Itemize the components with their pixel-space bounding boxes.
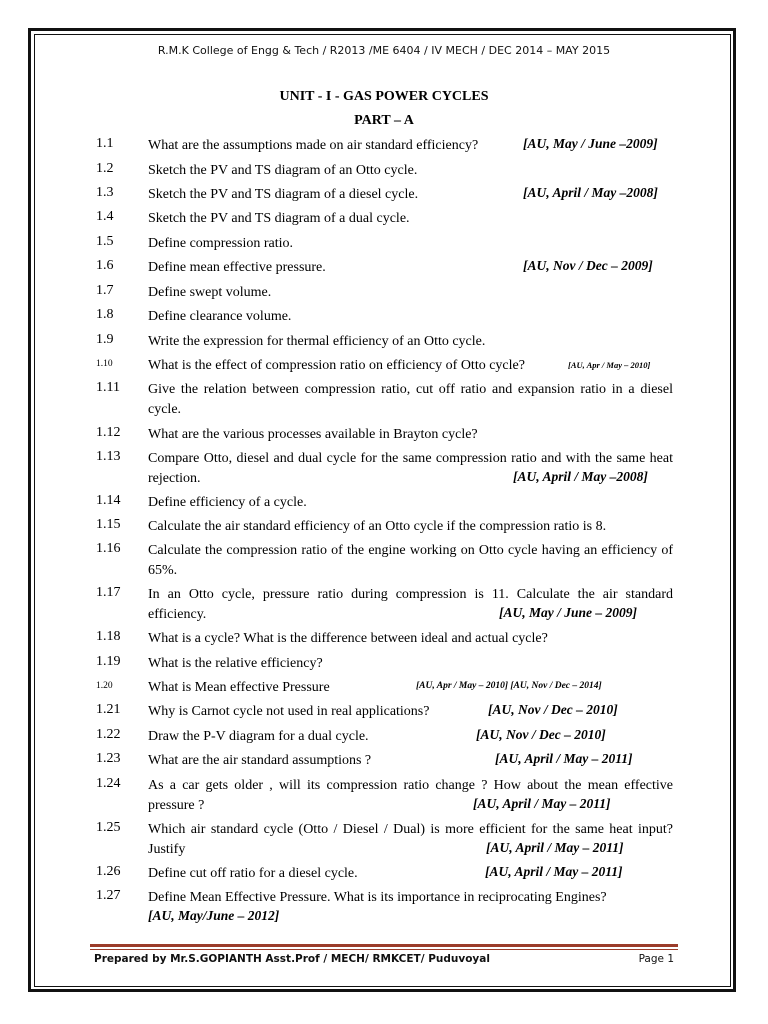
question-text: Draw the P-V diagram for a dual cycle. [148,729,369,744]
question-text: Define mean effective pressure. [148,260,326,275]
exam-reference: [AU, April / May –2008] [523,185,658,200]
question-text: Sketch the PV and TS diagram of an Otto cycle. [148,163,418,178]
exam-reference: [AU, April / May – 2011] [473,796,611,811]
question-text: Which air standard cycle (Otto / Diesel / Dual) is more efficient for the same heat input? Justify [148,822,673,857]
question-text: Sketch the PV and TS diagram of a diesel cycle. [148,187,419,202]
exam-reference: [AU, April / May – 2011] [485,864,623,879]
question-text: Compare Otto, diesel and dual cycle for the same compression ratio and with the same heat rejection. [148,451,673,486]
exam-reference: [AU, Nov / Dec – 2009] [523,258,653,273]
footer-divider-thin [90,949,678,950]
question-number: 1.10 [96,359,113,369]
question-text: Calculate the compression ratio of the engine working on Otto cycle having an efficiency of 65%. [148,543,673,578]
question-text: What is the relative efficiency? [148,656,323,671]
question-text: Define Mean Effective Pressure. What is its importance in reciprocating Engines? [148,890,607,905]
question-number: 1.5 [96,234,114,249]
question-number: 1.8 [96,307,114,322]
exam-reference: [AU, May / June –2009] [523,136,658,151]
question-number: 1.23 [96,751,121,766]
question-number: 1.3 [96,185,114,200]
question-text: What is Mean effective Pressure [148,680,330,695]
question-number: 1.22 [96,727,121,742]
question-text: As a car gets older , will its compression ratio change ? How about the mean effective pressure ? [148,778,673,813]
footer-divider [90,944,678,947]
question-number: 1.19 [96,654,121,669]
question-number: 1.16 [96,541,121,556]
question-text: In an Otto cycle, pressure ratio during compression is 11. Calculate the air standard efficiency. [148,587,673,622]
question-number: 1.2 [96,161,114,176]
question-text: Define efficiency of a cycle. [148,495,307,510]
question-text: Give the relation between compression ratio, cut off ratio and expansion ratio in a diesel cycle. [148,382,673,417]
exam-reference: [AU, May / June – 2009] [499,605,637,620]
footer-author: Prepared by Mr.S.GOPIANTH Asst.Prof / MECH/ RMKCET/ Puduvoyal [94,953,490,965]
part-title: PART – A [354,113,414,128]
exam-reference: [AU, May/June – 2012] [148,908,280,923]
exam-reference: [AU, Nov / Dec – 2010] [488,702,618,717]
question-text: What are the assumptions made on air standard efficiency? [148,138,479,153]
question-number: 1.12 [96,425,121,440]
exam-reference: [AU, April / May –2008] [513,469,648,484]
question-text: What are the air standard assumptions ? [148,753,372,768]
question-number: 1.11 [96,380,120,395]
question-text: What are the various processes available in Brayton cycle? [148,427,478,442]
question-number: 1.15 [96,517,121,532]
question-text: Calculate the air standard efficiency of an Otto cycle if the compression ratio is 8. [148,519,607,534]
question-number: 1.27 [96,888,121,903]
question-text: Sketch the PV and TS diagram of a dual cycle. [148,211,410,226]
question-text: Write the expression for thermal efficiency of an Otto cycle. [148,334,486,349]
page-number: Page 1 [638,953,674,965]
question-text: Define clearance volume. [148,309,292,324]
exam-reference: [AU, Nov / Dec – 2010] [476,727,606,742]
question-number: 1.1 [96,136,114,151]
question-text: What is the effect of compression ratio on efficiency of Otto cycle? [148,358,525,373]
exam-reference: [AU, April / May – 2011] [486,840,624,855]
question-number: 1.17 [96,585,121,600]
question-number: 1.25 [96,820,121,835]
question-number: 1.7 [96,283,114,298]
exam-reference: [AU, April / May – 2011] [495,751,633,766]
question-number: 1.20 [96,681,113,691]
question-number: 1.21 [96,702,121,717]
question-number: 1.14 [96,493,121,508]
question-number: 1.13 [96,449,121,464]
question-text: Define cut off ratio for a diesel cycle. [148,866,358,881]
question-number: 1.4 [96,209,114,224]
question-text: Define compression ratio. [148,236,294,251]
question-number: 1.18 [96,629,121,644]
question-number: 1.24 [96,776,121,791]
question-text: Define swept volume. [148,285,272,300]
question-number: 1.9 [96,332,114,347]
page-header: R.M.K College of Engg & Tech / R2013 /ME 6404 / IV MECH / DEC 2014 – MAY 2015 [157,44,611,57]
question-number: 1.26 [96,864,121,879]
question-text: Why is Carnot cycle not used in real applications? [148,704,430,719]
question-number: 1.6 [96,258,114,273]
exam-reference: [AU, Apr / May – 2010] [AU, Nov / Dec – 2014] [416,681,602,691]
exam-reference: [AU, Apr / May – 2010] [568,360,651,370]
unit-title: UNIT - I - GAS POWER CYCLES [279,89,489,104]
question-text: What is a cycle? What is the difference between ideal and actual cycle? [148,631,548,646]
